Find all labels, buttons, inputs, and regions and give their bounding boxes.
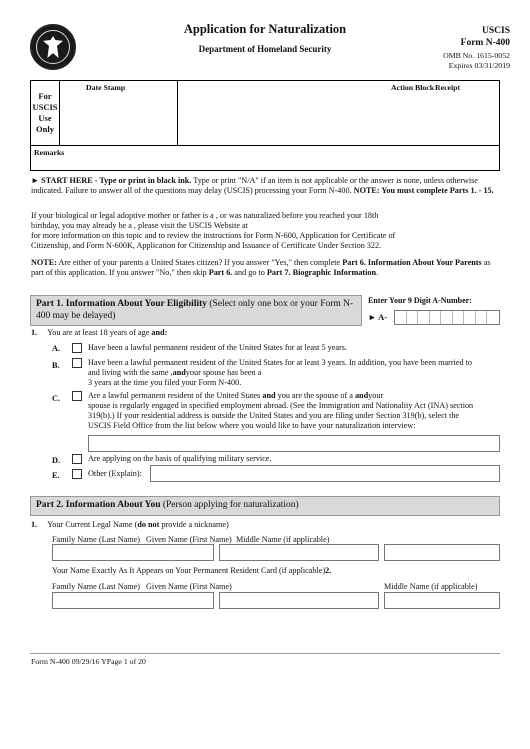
option-a-text: Have been a lawful permanent resident of the United States for at least 5 years.: [88, 343, 347, 352]
a-number-label: Enter Your 9 Digit A-Number:: [368, 296, 472, 305]
option-b-letter: B.: [52, 361, 60, 370]
parent-citizenship-info: If your biological or legal adoptive mother or father is a , or was naturalized before you reached your 18th birthday, you may already be a , please visit the USCIS Website at for more information on this topic and to review the instructions for Form N-600, Application for Certificate of Citizenship, and Form N-600K, Application for Citizenship and Issuance of Certificate Under Section 322.: [31, 211, 503, 251]
middle-name-label: Middle Name (if applicable): [236, 535, 330, 544]
other-explain-input[interactable]: [150, 465, 500, 482]
given-name-input[interactable]: [219, 544, 379, 561]
given-name-input-2[interactable]: [219, 592, 379, 609]
agency-name: USCIS: [482, 26, 510, 36]
action-block-area: [178, 81, 499, 145]
footer-divider: [30, 653, 500, 654]
start-instructions: ► START HERE - Type or print in black ink. Type or print "N/A" if an item is not applicable or the answer is none, unless otherwise indicated. Failure to answer all of the questions may delay (USCIS) processing your Form N-400. NOTE: You must complete Parts 1. - 15.: [31, 176, 494, 195]
middle-name-input-2[interactable]: [384, 592, 500, 609]
dhs-seal-icon: [30, 24, 76, 70]
receipt-label: Receipt: [435, 83, 461, 92]
option-c-checkbox[interactable]: [72, 391, 82, 401]
q2-resident-card-name: Your Name Exactly As It Appears on Your Permanent Resident Card (if applicable)2.: [52, 566, 332, 575]
date-stamp-label: Date Stamp: [86, 83, 126, 92]
q1-eligibility: 1. You are at least 18 years of age and:: [31, 328, 168, 337]
a-number-input[interactable]: [394, 310, 500, 325]
option-c-text: Are a lawful permanent resident of the United States and you are the spouse of a andyour spouse is regularly engaged in specified employment abroad. (See the Immigration and Nationality Act (INA) section 319(b).) If your residential address is outside the United States and you are filing under Section 319(b), select the USCIS Field Office from the list below where you would like to have your naturalization interview:: [88, 391, 474, 430]
middle-name-input[interactable]: [384, 544, 500, 561]
omb-number: OMB No. 1615-0052: [443, 51, 510, 61]
option-c-letter: C.: [52, 394, 61, 403]
action-block-label: Action Block: [391, 83, 435, 92]
given-name-label: Given Name (First Name): [146, 535, 232, 544]
uscis-field-office-select[interactable]: [88, 435, 500, 452]
family-name-input[interactable]: [52, 544, 214, 561]
option-b-checkbox[interactable]: [72, 358, 82, 368]
a-number-prefix: ► A-: [368, 312, 388, 323]
given-name-label-2: Given Name (First Name): [146, 582, 232, 591]
form-title: Application for Naturalization: [183, 22, 347, 36]
a-number-entry: [368, 296, 502, 325]
option-d-checkbox[interactable]: [72, 454, 82, 464]
uscis-website-link[interactable]: for more information on this topic and to review the instructions for Form N-600, Application for Certificate of: [31, 231, 396, 240]
expiration-date: Expires 03/31/2019: [448, 60, 510, 70]
option-e-checkbox[interactable]: [72, 469, 82, 479]
middle-name-label-2: Middle Name (if applicable): [384, 582, 478, 591]
option-e-letter: E.: [52, 471, 60, 480]
q1-legal-name: 1. Your Current Legal Name (do not provide a nickname): [31, 520, 229, 529]
form-identifier: [410, 26, 510, 70]
department-name: Department of Homeland Security: [198, 44, 332, 54]
part1-header: Part 1. Information About Your Eligibility (Select only one box or your Form N-400 may be delayed): [30, 295, 362, 326]
footer-form-info: Form N-400 09/29/16 YPage 1 of 20: [31, 657, 146, 666]
part2-header: Part 2. Information About You (Person applying for naturalization): [30, 496, 500, 516]
for-uscis-use-only: For USCIS Use Only: [31, 81, 60, 145]
option-d-letter: D.: [52, 456, 61, 465]
office-use-box: [30, 80, 500, 171]
remarks-label: Remarks: [34, 148, 65, 157]
option-b-text: Have been a lawful permanent resident of the United States for at least 3 years. In addition, you have been married to and living with the same ,andyour spouse has been a 3 years at the time you filed your Form N-400.: [88, 358, 472, 387]
family-name-input-2[interactable]: [52, 592, 214, 609]
remarks-area: [31, 145, 499, 170]
option-a-checkbox[interactable]: [72, 343, 82, 353]
date-stamp-area: [60, 81, 178, 145]
parents-citizen-note: NOTE: Are either of your parents a United States citizen? If you answer "Yes," then complete Part 6. Information About Your Parents as part of this application. If you answer "No," then skip Part 6. and go to Part 7. Biographic Information.: [31, 258, 491, 277]
family-name-label-2: Family Name (Last Name): [52, 582, 140, 591]
option-e-text: Other (Explain):: [88, 469, 142, 478]
option-a-letter: A.: [52, 344, 61, 353]
family-name-label: Family Name (Last Name): [52, 535, 140, 544]
form-number: Form N-400: [460, 37, 510, 48]
option-d-text: Are applying on the basis of qualifying military service.: [88, 454, 272, 463]
